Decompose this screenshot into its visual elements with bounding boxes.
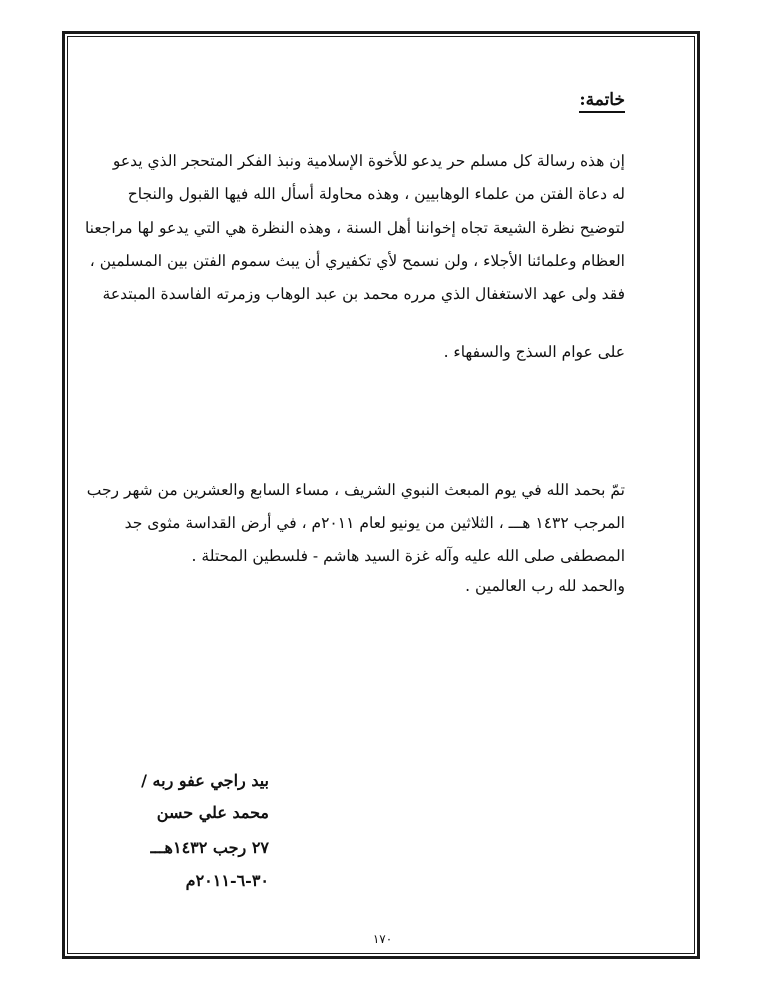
paragraph1-line-1: إن هذه رسالة كل مسلم حر يدعو للأخوة الإسلامية ونبذ الفكر المتحجر الذي يدعو — [112, 152, 625, 170]
signature-author-name: محمد علي حسن — [156, 803, 269, 822]
conclusion-heading: خاتمة: — [579, 90, 625, 113]
paragraph1-line-2: له دعاة الفتن من علماء الوهابيين ، وهذه محاولة أسأل الله فيها القبول والنجاح — [127, 185, 625, 203]
signature-line-1: بيد راجي عفو ربه / — [141, 771, 269, 790]
paragraph1-line-6: على عوام السذج والسفهاء . — [443, 343, 625, 361]
paragraph2-line-2: المرجب ١٤٣٢ هـــ ، الثلاثين من يونيو لعام ٢٠١١م ، في أرض القداسة مثوى جد — [124, 514, 625, 532]
paragraph2-line-1: تمّ بحمد الله في يوم المبعث النبوي الشريف ، مساء السابع والعشرين من شهر رجب — [86, 481, 625, 499]
page-number: ١٧٠ — [372, 932, 393, 946]
paragraph1-line-3: لتوضيح نظرة الشيعة تجاه إخواننا أهل السنة ، وهذه النظرة هي التي يدعو لها مراجعنا — [84, 219, 625, 237]
signature-gregorian-date: ٣٠-٦-٢٠١١م — [185, 871, 269, 890]
paragraph2-line-4: والحمد لله رب العالمين . — [465, 577, 625, 595]
paragraph2-line-3: المصطفى صلى الله عليه وآله غزة السيد هاشم - فلسطين المحتلة . — [191, 547, 625, 565]
signature-hijri-date: ٢٧ رجب ١٤٣٢هـــ — [150, 838, 269, 857]
paragraph1-line-5: فقد ولى عهد الاستغفال الذي مرره محمد بن عبد الوهاب وزمرته الفاسدة المبتدعة — [102, 285, 625, 303]
paragraph1-line-4: العظام وعلمائنا الأجلاء ، ولن نسمح لأي تكفيري أن يبث سموم الفتن بين المسلمين ، — [89, 252, 625, 270]
